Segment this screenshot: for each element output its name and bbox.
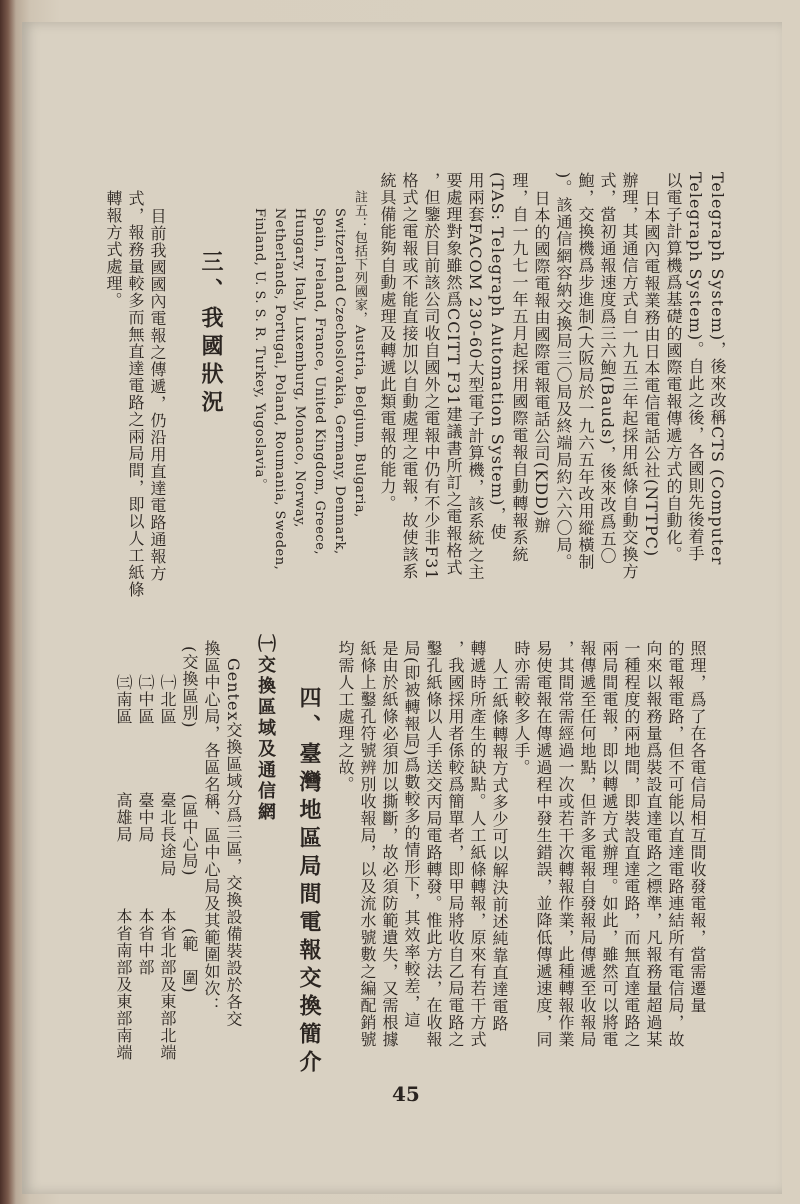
text-column: 目前我國國內電報之傳遞，仍沿用直達電路通報方 bbox=[148, 208, 167, 582]
text-column: 日本國內電報業務由日本電信電話公社(NTTPC) bbox=[642, 190, 661, 558]
text-column: 局(即被轉報局)爲數較多的情形下，其效率較差，這 bbox=[402, 640, 421, 1029]
text-column: 轉遞時所產生的缺點。人工紙條轉報，原來有若干方式 bbox=[468, 640, 487, 1048]
text-column: Telegraph System)，後來改稱CTS (Computer bbox=[708, 172, 727, 566]
text-column: 均需人工處理之故。 bbox=[336, 640, 355, 793]
table-cell-range: 本省南部及東部南端 bbox=[114, 908, 133, 1061]
table-cell-center: 臺北長途局 bbox=[158, 792, 177, 877]
text-column: 以電子計算機爲基礎的國際電報傳遞方式的自動化。 bbox=[664, 172, 683, 563]
text-column: 格式之電報或不能直接加以自動處理之電報，故使該系 bbox=[400, 172, 419, 580]
text-column: 理，自一九七一年五月起採用國際電報自動轉報系統 bbox=[510, 172, 529, 563]
text-column: 的電報電路，但不可能以直達電路連結所有電信局，故 bbox=[666, 640, 685, 1048]
table-cell-center: 高雄局 bbox=[114, 792, 133, 843]
table-header-region: (交換區別) bbox=[180, 646, 199, 729]
text-column: 要處理對象雖然爲CCITT F31建議書所訂之電報格式 bbox=[444, 172, 463, 576]
text-column: 一種程度的兩地間，即裝設直達電路，而無直達電路之 bbox=[622, 640, 641, 1048]
page-number: 45 bbox=[392, 1082, 420, 1106]
text-column: 辦理，其通信方式自一九五三年起採用紙條自動交換方 bbox=[620, 172, 639, 580]
section-heading: 三、我國狀況 bbox=[198, 250, 224, 418]
text-column: 人工紙條轉報方式多少可以解決前述純靠直達電路 bbox=[490, 658, 509, 1032]
text-column: 照理，爲了在各電信局相互間收發電報，當需遷量 bbox=[688, 640, 707, 1014]
footnote-line: Hungary, Italy, Luxemburg, Monaco, Norway, bbox=[292, 208, 307, 528]
footnote-line: Netherlands, Portugal, Poland, Roumania, Sweden, bbox=[272, 208, 287, 571]
text-column: 轉報方式處理。 bbox=[104, 190, 123, 309]
book-page bbox=[22, 22, 782, 1194]
table-header-range: (範 圍) bbox=[180, 928, 199, 994]
text-column: (TAS: Telegraph Automation System)，使 bbox=[488, 172, 507, 541]
text-column: 用兩套FACOM 230-60大型電子計算機，該系統之主 bbox=[466, 172, 485, 581]
table-header-center: (區中心局) bbox=[180, 794, 199, 877]
section-heading: 四、臺灣地區局間電報交換簡介 bbox=[296, 686, 322, 1078]
text-column: 日本的國際電報由國際電報電話公司(KDD)辦 bbox=[532, 190, 551, 535]
table-cell-region: ㈢南區 bbox=[114, 674, 133, 725]
text-column: 鮑，交換機爲步進制(大阪局於一九六五年改用縱橫制 bbox=[576, 172, 595, 571]
table-cell-range: 本省北部及東部北端 bbox=[158, 908, 177, 1061]
footnote-line: Spain, Ireland, France, United Kingdom, Greece, bbox=[312, 208, 327, 556]
text-column: )。該通信網容納交換局三〇局及終端局約六六〇局。 bbox=[554, 172, 573, 571]
text-column: 換區中心局，各區名稱、區中心局及其範圍如次： bbox=[202, 640, 221, 1014]
text-column: 式，報務量較多而無直達電路之兩局間，即以人工紙條 bbox=[126, 190, 145, 598]
footnote-line: 註五：包括下列國家，Austria, Belgium, Bulgaria, bbox=[352, 190, 367, 518]
text-column: 紙條上鑿孔符號辨別收報局，以及流水號數之編配銷號 bbox=[358, 640, 377, 1048]
table-cell-region: ㈠北區 bbox=[158, 674, 177, 725]
text-column: 鑿孔紙條以人手送交丙局電路轉發。惟此方法，在收報 bbox=[424, 640, 443, 1048]
text-column: ，我國採用者係較爲簡單者，即甲局將收自乙局電路之 bbox=[446, 640, 465, 1048]
text-column: 是由於紙條必須加以撕斷，故必須防範遺失，又需根據 bbox=[380, 640, 399, 1048]
text-column: Telegraph System)。自此之後，各國則先後着手 bbox=[686, 172, 705, 563]
text-column: 報傳遞至任何地點，但許多電報自發報局傳遞至收報局 bbox=[578, 640, 597, 1048]
text-column: 向來以報務量爲裝設直達電路之標準，凡報務量超過某 bbox=[644, 640, 663, 1048]
footnote-line: Finland, U. S. S. R. Turkey, Yugoslavia。 bbox=[252, 208, 267, 492]
table-cell-region: ㈡中區 bbox=[136, 674, 155, 725]
text-column: 易使電報在傳遞過程中發生錯誤，並降低傳遞速度，同 bbox=[534, 640, 553, 1048]
text-column: Gentex交換區域分爲三區，交換設備裝設於各交 bbox=[224, 658, 243, 1028]
text-column: 時亦需較多人手。 bbox=[512, 640, 531, 776]
table-cell-center: 臺中局 bbox=[136, 792, 155, 843]
text-column: ，但鑒於目前該公司收自國外之電報中仍有不少非F31 bbox=[422, 172, 441, 581]
text-column: 統具備能夠自動處理及轉遞此類電報的能力。 bbox=[378, 172, 397, 512]
table-cell-range: 本省中部 bbox=[136, 908, 155, 976]
subsection-heading: ㈠交換區域及通信網 bbox=[255, 634, 276, 823]
text-column: 式，當初通報速度爲三六鮑(Bauds)，後來改爲五〇 bbox=[598, 172, 617, 565]
footnote-line: Switzerland Czechoslovakia, Germany, Denmark, bbox=[332, 208, 347, 555]
text-column: 兩局間電報，即以轉遞方式辦理。如此，雖然可以將電 bbox=[600, 640, 619, 1048]
text-column: ，其間常需經過一次或若干次轉報作業，此種轉報作業 bbox=[556, 640, 575, 1048]
